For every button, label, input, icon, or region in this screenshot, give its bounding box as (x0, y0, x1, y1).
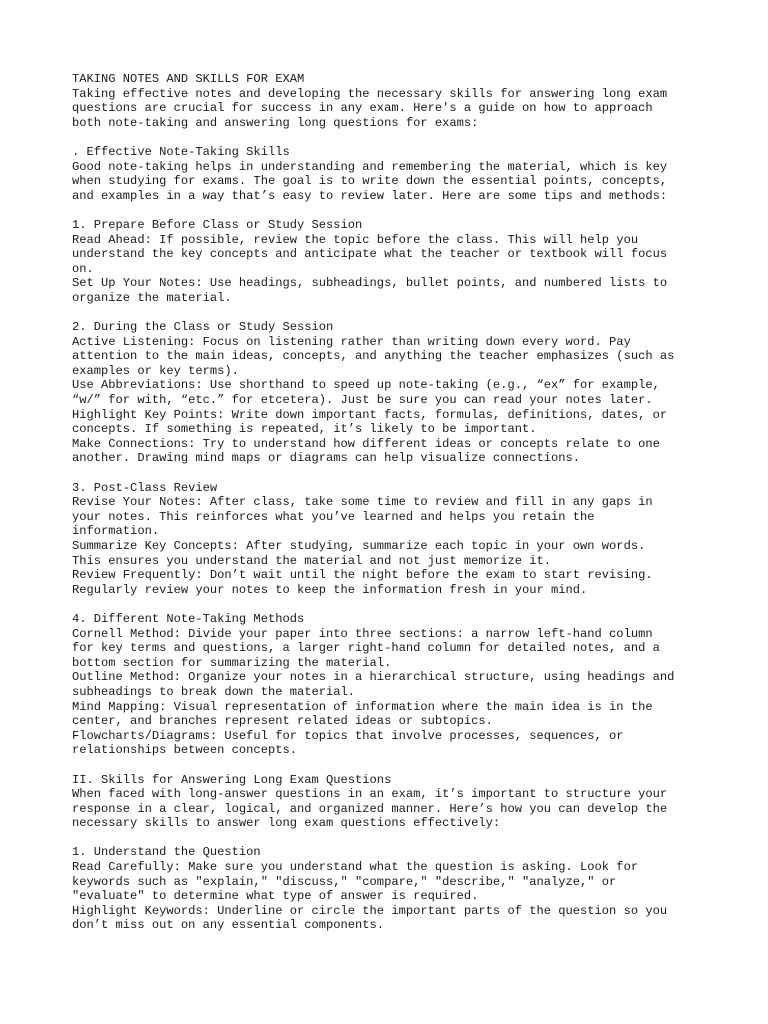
text-line: on. (72, 261, 94, 276)
section-heading-line: . Effective Note-Taking Skills (72, 144, 290, 159)
text-line: concepts. If something is repeated, it’s likely to be important. (72, 422, 537, 437)
text-line: examples or key terms). (72, 363, 239, 378)
text-line: Flowcharts/Diagrams: Useful for topics that involve processes, sequences, or (72, 728, 624, 743)
text-line: both note-taking and answering long questions for exams: (72, 115, 479, 130)
text-line: relationships between concepts. (72, 743, 297, 758)
text-line: Set Up Your Notes: Use headings, subheadings, bullet points, and numbered lists to (72, 276, 668, 291)
document-body (72, 87, 712, 933)
text-line: Highlight Keywords: Underline or circle the important parts of the question so you (72, 903, 668, 918)
text-line: Mind Mapping: Visual representation of information where the main idea is in the (72, 699, 653, 714)
text-line: organize the material. (72, 290, 232, 305)
text-line: Outline Method: Organize your notes in a hierarchical structure, using headings and (72, 670, 675, 685)
paragraph-gap (72, 203, 712, 218)
text-line: another. Drawing mind maps or diagrams can help visualize connections. (72, 451, 581, 466)
text-line: Taking effective notes and developing the necessary skills for answering long exam (72, 86, 668, 101)
document-title: TAKING NOTES AND SKILLS FOR EXAM (72, 72, 305, 86)
text-line: Read Carefully: Make sure you understand what the question is asking. Look for (72, 860, 639, 875)
text-line: “w/” for with, “etc.” for etcetera). Just be sure you can read your notes later. (72, 393, 653, 408)
text-line: When faced with long-answer questions in an exam, it’s important to structure your (72, 787, 668, 802)
paragraph-gap (72, 758, 712, 773)
paragraph (72, 145, 712, 203)
text-line: Good note-taking helps in understanding and remembering the material, which is key (72, 159, 668, 174)
text-line: Cornell Method: Divide your paper into three sections: a narrow left-hand column (72, 626, 653, 641)
document-page (72, 72, 712, 933)
text-line: Review Frequently: Don’t wait until the night before the exam to start revising. (72, 568, 653, 583)
text-line: don’t miss out on any essential components. (72, 918, 385, 933)
text-line: attention to the main ideas, concepts, and anything the teacher emphasizes (such as (72, 349, 675, 364)
paragraph-gap (72, 831, 712, 846)
paragraph (72, 773, 712, 831)
text-line: your notes. This reinforces what you’ve learned and helps you retain the (72, 509, 595, 524)
section-heading-line: 2. During the Class or Study Session (72, 320, 334, 335)
text-line: necessary skills to answer long exam questions effectively: (72, 816, 501, 831)
text-line: Revise Your Notes: After class, take some time to review and fill in any gaps in (72, 495, 653, 510)
section-heading-line: 3. Post-Class Review (72, 480, 218, 495)
text-line: Active Listening: Focus on listening rather than writing down every word. Pay (72, 334, 631, 349)
text-line: for key terms and questions, a larger right-hand column for detailed notes, and a (72, 641, 660, 656)
paragraph (72, 845, 712, 933)
text-line: center, and branches represent related ideas or subtopics. (72, 714, 493, 729)
text-line: "evaluate" to determine what type of answer is required. (72, 889, 479, 904)
text-line: Make Connections: Try to understand how different ideas or concepts relate to one (72, 436, 660, 451)
paragraph-gap (72, 466, 712, 481)
text-line: bottom section for summarizing the material. (72, 655, 392, 670)
section-heading-line: II. Skills for Answering Long Exam Questions (72, 772, 392, 787)
text-line: and examples in a way that’s easy to review later. Here are some tips and methods: (72, 188, 668, 203)
section-heading-line: 1. Understand the Question (72, 845, 261, 860)
text-line: response in a clear, logical, and organized manner. Here’s how you can develop the (72, 801, 668, 816)
paragraph (72, 481, 712, 598)
paragraph (72, 87, 712, 131)
paragraph (72, 612, 712, 758)
text-line: Read Ahead: If possible, review the topic before the class. This will help you (72, 232, 639, 247)
text-line: This ensures you understand the material and not just memorize it. (72, 553, 551, 568)
paragraph (72, 320, 712, 466)
text-line: understand the key concepts and anticipate what the teacher or textbook will focus (72, 247, 668, 262)
text-line: Use Abbreviations: Use shorthand to speed up note-taking (e.g., “ex” for example, (72, 378, 660, 393)
paragraph-gap (72, 130, 712, 145)
text-line: keywords such as "explain," "discuss," "compare," "describe," "analyze," or (72, 874, 617, 889)
text-line: information. (72, 524, 160, 539)
text-line: Summarize Key Concepts: After studying, summarize each topic in your own words. (72, 539, 646, 553)
paragraph-gap (72, 306, 712, 321)
text-line: Highlight Key Points: Write down important facts, formulas, definitions, dates, or (72, 407, 668, 422)
section-heading-line: 1. Prepare Before Class or Study Session (72, 217, 363, 232)
text-line: questions are crucial for success in any exam. Here's a guide on how to approach (72, 101, 653, 116)
section-heading-line: 4. Different Note-Taking Methods (72, 611, 305, 626)
text-line: subheadings to break down the material. (72, 684, 356, 699)
text-line: when studying for exams. The goal is to write down the essential points, concepts, (72, 174, 668, 189)
text-line: Regularly review your notes to keep the information fresh in your mind. (72, 582, 588, 597)
paragraph-gap (72, 597, 712, 612)
paragraph (72, 218, 712, 306)
